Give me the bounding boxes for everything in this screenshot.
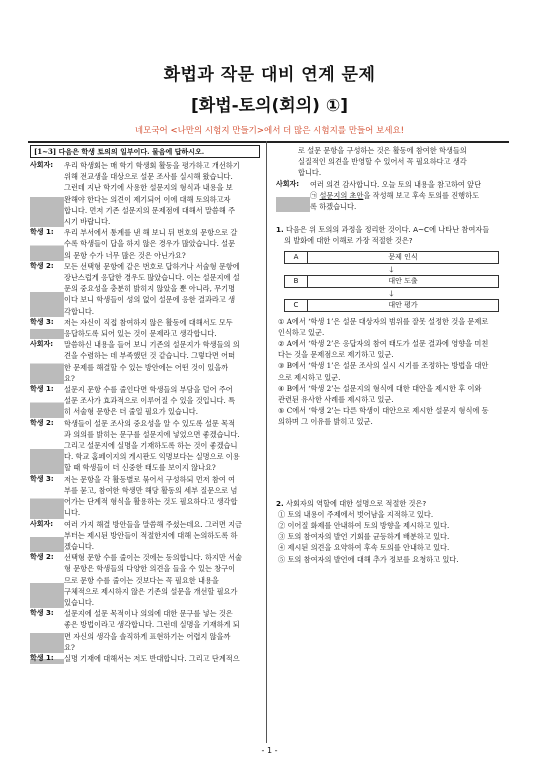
page-subtitle: [화법-토의(회의) ①]	[191, 96, 348, 116]
page-number: - 1 -	[261, 746, 278, 755]
speech-text	[64, 384, 260, 418]
option-line: 으로 제시하고 있군.	[278, 372, 341, 382]
speech-text	[64, 339, 260, 384]
dialogue-turn	[30, 160, 260, 227]
speech-line: 구체적으로 제시하지 않은 기존의 설문을 개선할 필요가	[64, 586, 238, 596]
speech-line: 각합니다.	[64, 306, 95, 316]
speech-line: 응답하도록 되어 있는 것이 문제라고 생각합니다.	[64, 329, 217, 339]
answer-option	[276, 360, 509, 382]
speaker-label: 학생 2:	[30, 261, 64, 317]
flow-step-value: 대안 도출	[388, 276, 418, 285]
dialogue-turn	[30, 552, 260, 608]
down-arrow-icon: 🡓	[389, 288, 394, 298]
flow-step-key: A	[285, 252, 308, 263]
speaker-label: 학생 3:	[30, 317, 64, 339]
speech-line: 설문지에 설문 목적이나 의의에 대한 문구를 넣는 것은	[64, 609, 233, 619]
speech-text	[64, 608, 260, 653]
answer-option	[276, 405, 509, 427]
speech-line: 저는 자신이 직접 참여하지 않은 활동에 대해서도 모두	[64, 317, 233, 327]
speaker-label: 학생 3:	[30, 474, 64, 519]
column-divider	[266, 141, 267, 743]
speech-line: 히 서술형 문항은 더 줄일 필요가 있습니다.	[64, 407, 199, 417]
dialogue-turn	[30, 418, 260, 474]
answer-option: ① 토의 내용이 주제에서 벗어남을 지적하고 있다.	[278, 509, 434, 519]
dialogue	[30, 160, 260, 664]
question-2: 2. 사회자의 역할에 대한 설명으로 적절한 것은?	[276, 498, 427, 508]
dialogue-continued	[276, 145, 509, 179]
speech-line: 로 설문 문항을 구성하는 것은 활동에 참여한 학생들의	[298, 146, 467, 155]
speech-text	[64, 418, 260, 474]
answer-option: ⑤ 토의 참여자의 발언에 대해 추가 정보를 요청하고 있다.	[278, 554, 459, 564]
option-line: 의하며 그 이유를 밝히고 있군.	[278, 417, 373, 427]
speech-line: 그런데 지난 학기에 사용한 설문지의 형식과 내용을 보	[64, 183, 233, 193]
speech-line: 시기 바랍니다.	[64, 217, 111, 227]
speaker-label: 학생 1:	[30, 384, 64, 418]
speech-line: 겠습니다.	[64, 541, 95, 551]
answer-option: ③ 토의 참여자의 발언 기회를 균등하게 배분하고 있다.	[278, 532, 450, 542]
speech-line: 좋은 방법이라고 생각합니다. 그런데 실명을 기재하게 되	[64, 620, 240, 630]
speech-text	[64, 519, 260, 553]
speech-text	[64, 261, 260, 317]
speech-text	[64, 317, 260, 339]
left-column	[30, 145, 260, 664]
flow-step-value: 문제 인식	[388, 252, 418, 261]
speech-line: 실명 기재에 대해서는 저도 반대합니다. 그리고 단계적으	[64, 653, 240, 663]
speech-text	[64, 552, 260, 608]
speech-line: 위해 전교생을 대상으로 설문 조사를 실시해 왔습니다.	[64, 172, 233, 182]
option-line: ④ B에서 ‘학생 2’는 설문지의 형식에 대한 대안을 제시한 후 이와	[278, 383, 482, 393]
passage-heading: [1~3] 다음은 학생 토의의 일부이다. 물음에 답하시오.	[30, 145, 260, 158]
speech-line: 설문지 문항 수를 줄인다면 학생들의 부담을 덜어 주어	[64, 385, 233, 395]
flow-step	[284, 275, 499, 288]
dialogue-turn	[30, 317, 260, 339]
dialogue-turn	[30, 339, 260, 384]
answer-option	[276, 383, 509, 405]
speech-line: 모든 선택형 문항에 같은 번호로 답하거나 서술형 문항에	[64, 261, 240, 271]
option-line: 다는 것을 문제점으로 제기하고 있군.	[278, 350, 394, 360]
speaker-label: 학생 2:	[30, 552, 64, 608]
speaker-label: 학생 3:	[30, 608, 64, 653]
dialogue-turn	[30, 519, 260, 553]
answer-option: ④ 제시된 의견을 요약하여 후속 토의를 안내하고 있다.	[278, 543, 450, 553]
option-line: 인식하고 있군.	[278, 327, 325, 337]
speech-line: 학생들이 설문 조사의 중요성을 알 수 있도록 설문 목적	[64, 418, 236, 428]
top-rule	[28, 141, 509, 143]
answer-option: ② 이어질 화제를 안내하여 토의 방향을 제시하고 있다.	[278, 521, 450, 531]
underlined-draft: 설문지의 초안	[319, 190, 364, 200]
speech-line: 실질적인 의견을 반영할 수 있어서 꼭 필요하다고 생각	[298, 157, 467, 167]
promo-text: 네모국어 <나만의 시험지 만들기>에서 더 많은 시험지를 만들어 보세요!	[134, 126, 405, 136]
speech-text	[64, 474, 260, 519]
speech-line: 선택형 문항 수를 줄이는 것에는 동의합니다. 하지만 서술	[64, 553, 242, 563]
speech-line: 저는 문항을 각 활동별로 묶어서 구성하되 먼저 참여 여	[64, 474, 236, 484]
speech-line: 어가는 단계적 형식을 활용하는 것도 필요하다고 생각합	[64, 497, 238, 507]
speech-line: 말씀하신 내용을 들어 보니 기존의 설문지가 학생들의 의	[64, 340, 240, 350]
speech-text: 여러 의견 감사합니다. 오늘 토의 내용을 참고하여 앞단 ㉠ 설문지의 초안을 작성해 보고 후속 토의를 진행하도 록 하겠습니다.	[310, 179, 482, 212]
speech-line: 요?	[64, 373, 75, 383]
speech-line: 합니다. 먼저 기존 설문지의 문제점에 대해서 말씀해 주	[64, 205, 236, 215]
option-line: ① A에서 ‘학생 1’은 설문 대상자의 범위를 잘못 설정한 것을 문제로	[278, 316, 489, 326]
speaker-label: 사회자:	[30, 339, 64, 384]
speech-line: 합니다.	[298, 168, 322, 178]
speech-line: 이다 보니 학생들이 성의 없이 설문에 응한 결과라고 생	[64, 295, 236, 305]
option-line: ③ B에서 ‘학생 1’은 설문 조사의 실시 시기를 조정하는 방법을 대안	[278, 361, 489, 371]
question-1-options	[276, 316, 509, 428]
process-flow	[284, 251, 499, 312]
dialogue-turn	[30, 261, 260, 317]
speech-line: 형 문항은 학생들의 다양한 의견을 들을 수 있는 창구이	[64, 564, 236, 574]
flow-step-key: B	[285, 276, 308, 287]
speaker-label: 학생 2:	[30, 418, 64, 474]
speech-line: 완해야 한다는 의견이 제기되어 이에 대해 토의하고자	[64, 194, 231, 204]
speech-line: 여러 가지 해결 방안들을 말씀해 주셨는데요. 그러면 지금	[64, 519, 242, 529]
speech-line: 므로 문항 수를 줄이는 것보다는 꼭 필요한 내용을	[64, 575, 219, 585]
speech-line: 의 문항 수가 너무 많은 것은 아닌가요?	[64, 250, 186, 260]
final-turn	[276, 179, 509, 213]
speech-text	[64, 653, 260, 664]
option-line: 관련된 유사한 사례를 제시하고 있군.	[278, 395, 394, 405]
page-title: 화법과 작문 대비 연계 문제	[163, 65, 376, 85]
answer-option	[276, 316, 509, 338]
flow-step-value: 대안 평가	[388, 300, 418, 309]
dialogue-turn	[30, 474, 260, 519]
speaker-label: 학생 1:	[30, 653, 64, 664]
speaker-label: 학생 1:	[30, 227, 64, 261]
question-2-options	[276, 509, 509, 565]
speech-line: 그리고 설문지에 실명을 기재하도록 하는 것이 좋겠습니	[64, 441, 238, 451]
option-line: ② A에서 ‘학생 2’은 응답자의 참여 태도가 설문 결과에 영향을 미친	[278, 339, 489, 349]
dialogue-turn	[30, 653, 260, 664]
speech-line: 부를 묻고, 참여한 학생만 해당 활동의 세부 질문으로 넘	[64, 485, 238, 495]
speech-line: 면 자신의 생각을 솔직하게 표현하기는 어렵지 않을까	[64, 631, 231, 641]
speech-text	[64, 160, 260, 227]
speaker-label: 사회자:	[30, 160, 64, 227]
speech-line: 한 문제를 해결할 수 있는 방안에는 어떤 것이 있을까	[64, 362, 229, 372]
speech-line: 장난스럽게 응답한 경우도 많았습니다. 이는 설문지에 설	[64, 273, 240, 283]
speech-line: 요?	[64, 642, 75, 652]
speaker-label: 사회자:	[30, 519, 64, 553]
speech-line: 있습니다.	[64, 597, 95, 607]
speech-line: 우리 학생회는 매 학기 학생회 활동을 평가하고 개선하기	[64, 161, 240, 170]
speech-line: 니다.	[64, 508, 81, 518]
flow-step	[284, 299, 499, 312]
speech-line: 할 때 학생들이 더 신중한 태도를 보이지 않나요?	[64, 463, 216, 473]
speech-text	[64, 227, 260, 261]
speech-line: 견을 수렴하는 데 부족했던 것 같습니다. 그렇다면 어떠	[64, 351, 236, 361]
question-1: 1. 다음은 위 토의의 과정을 정리한 것이다. A~C에 나타난 참여자들 의 발화에 대한 이해로 가장 적절한 것은?	[276, 225, 490, 246]
speech-line: 과 의의를 밝히는 문구를 설문지에 넣었으면 좋겠습니다.	[64, 429, 240, 439]
speech-line: 문의 중요성을 충분히 밝히지 않았을 뿐 아니라, 무기명	[64, 284, 236, 294]
flow-step	[284, 251, 499, 264]
down-arrow-icon: 🡓	[389, 264, 394, 274]
speech-line: 설문 조사가 효과적으로 이루어질 수 있을 것입니다. 특	[64, 396, 236, 406]
speech-line: 부터는 제시된 방안들이 적절한지에 대해 논의하도록 하	[64, 530, 238, 540]
option-line: ⑤ C에서 ‘학생 2’는 다른 학생이 대안으로 제시한 설문지 형식에 동	[278, 406, 489, 416]
dialogue-turn	[30, 384, 260, 418]
flow-step-key: C	[285, 300, 308, 311]
dialogue-turn	[30, 608, 260, 653]
speech-line: 수록 학생들이 답을 하지 않은 경우가 많았습니다. 설문	[64, 239, 236, 249]
right-column	[276, 145, 509, 565]
speech-line: 우리 부서에서 통계를 낸 해 보니 뒤 번호의 문항으로 갈	[64, 228, 238, 238]
dialogue-turn	[30, 227, 260, 261]
speaker-label: 사회자:	[276, 179, 310, 213]
speech-line: 다. 학교 홈페이지의 게시판도 익명보다는 실명으로 이용	[64, 452, 240, 462]
answer-option	[276, 338, 509, 360]
